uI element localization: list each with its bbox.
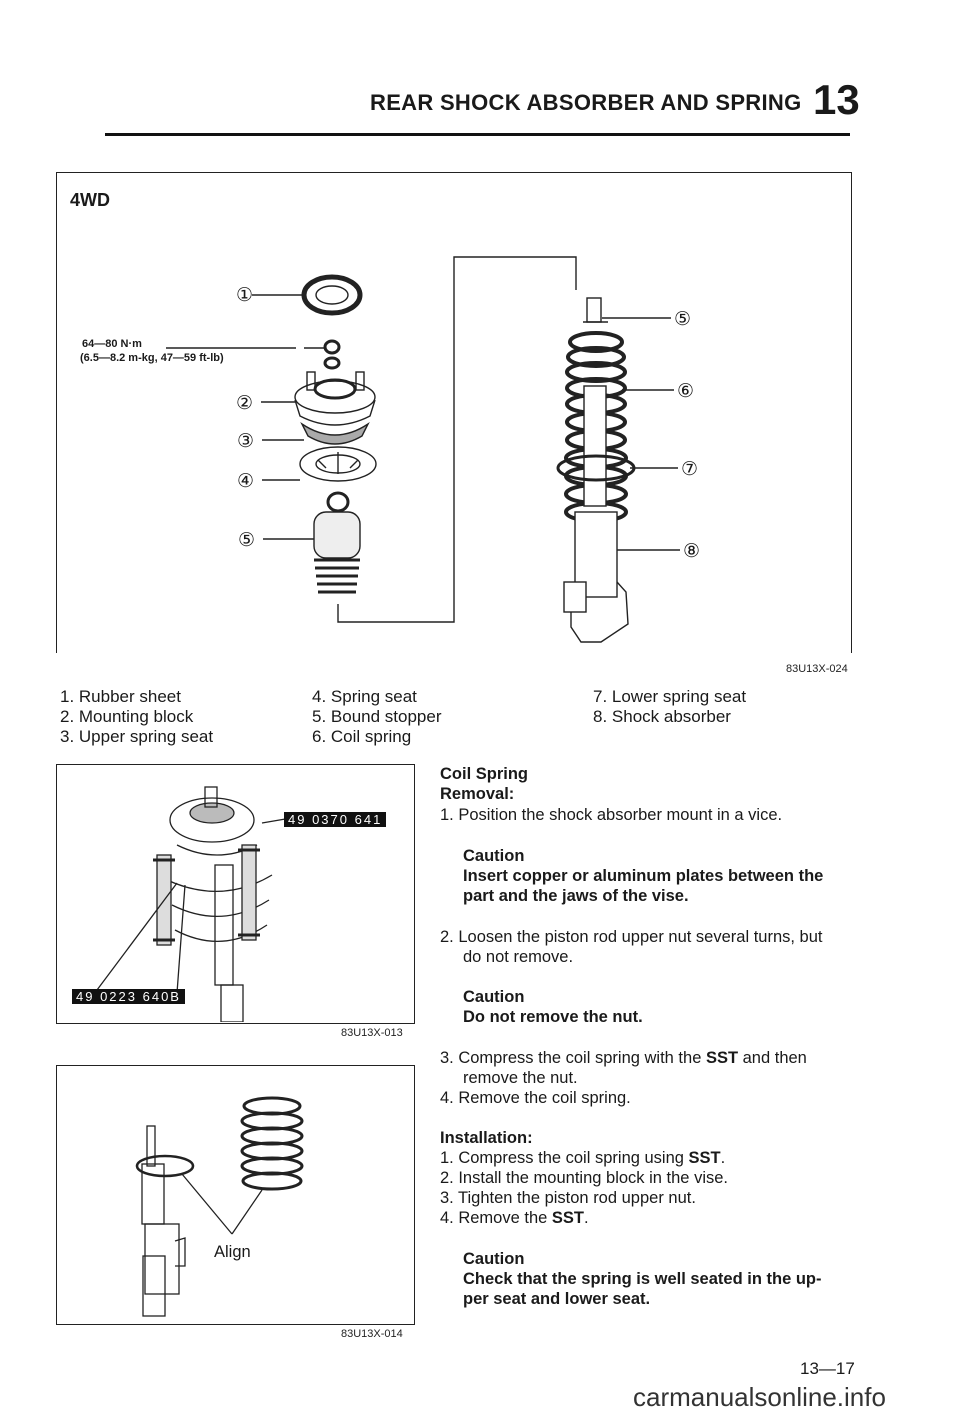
torque-spec-alt: (6.5—8.2 m-kg, 47—59 ft-lb) <box>80 352 224 364</box>
legend-item-4: 4. Spring seat <box>312 687 417 706</box>
caution-2-text: Do not remove the nut. <box>463 1008 643 1026</box>
sst-label-bottom: 49 0223 640B <box>72 989 185 1004</box>
figure-code-1: 83U13X-024 <box>786 663 848 675</box>
header-rule <box>105 133 850 136</box>
callout-5-right: ⑤ <box>674 309 692 330</box>
watermark: carmanualsonline.info <box>633 1382 886 1412</box>
installation-step-1: 1. Compress the coil spring using SST. <box>440 1149 726 1167</box>
removal-step-3-line-2: remove the nut. <box>463 1069 578 1087</box>
sst-compression-illustration <box>57 765 413 1022</box>
callout-6: ⑥ <box>677 381 695 402</box>
legend-item-2: 2. Mounting block <box>60 707 194 726</box>
legend-item-5: 5. Bound stopper <box>312 707 442 726</box>
drive-type-label: 4WD <box>70 190 110 210</box>
legend-item-6: 6. Coil spring <box>312 727 412 746</box>
section-number: 13 <box>813 76 860 123</box>
exploded-diagram <box>56 172 850 662</box>
section-heading: Coil Spring <box>440 765 528 783</box>
caution-3-line-2: per seat and lower seat. <box>463 1290 651 1308</box>
installation-step-3: 3. Tighten the piston rod upper nut. <box>440 1189 696 1207</box>
callout-4: ④ <box>237 471 255 492</box>
caution-3-title: Caution <box>463 1250 525 1268</box>
legend-item-7: 7. Lower spring seat <box>593 687 747 706</box>
legend-item-8: 8. Shock absorber <box>593 707 731 726</box>
figure-code-2: 83U13X-013 <box>341 1027 403 1039</box>
sst-label-top: 49 0370 641 <box>284 812 386 827</box>
callout-7: ⑦ <box>681 459 699 480</box>
align-illustration <box>57 1066 413 1323</box>
removal-step-2-line-1: 2. Loosen the piston rod upper nut several turns, but <box>440 928 823 946</box>
installation-heading: Installation: <box>440 1129 533 1147</box>
torque-spec-nm: 64—80 N·m <box>82 338 142 350</box>
removal-step-4: 4. Remove the coil spring. <box>440 1089 631 1107</box>
callout-2: ② <box>236 393 254 414</box>
caution-1-line-1: Insert copper or aluminum plates between the <box>463 867 824 885</box>
installation-step-2: 2. Install the mounting block in the vise. <box>440 1169 728 1187</box>
page-number: 13—17 <box>800 1359 855 1378</box>
removal-step-2-line-2: do not remove. <box>463 948 574 966</box>
callout-8: ⑧ <box>683 541 701 562</box>
legend-item-1: 1. Rubber sheet <box>60 687 181 706</box>
caution-1-title: Caution <box>463 847 525 865</box>
callout-3: ③ <box>237 431 255 452</box>
figure-code-3: 83U13X-014 <box>341 1328 403 1340</box>
align-label: Align <box>214 1243 251 1261</box>
removal-step-1: 1. Position the shock absorber mount in a vice. <box>440 806 783 824</box>
callout-1: ① <box>236 285 254 306</box>
callout-5-left: ⑤ <box>238 530 256 551</box>
removal-heading: Removal: <box>440 785 515 803</box>
caution-3-line-1: Check that the spring is well seated in the up- <box>463 1270 822 1288</box>
page-header-title: REAR SHOCK ABSORBER AND SPRING <box>370 90 802 115</box>
installation-step-4: 4. Remove the SST. <box>440 1209 589 1227</box>
removal-step-3-line-1: 3. Compress the coil spring with the SST and then <box>440 1049 807 1067</box>
caution-2-title: Caution <box>463 988 525 1006</box>
legend-item-3: 3. Upper spring seat <box>60 727 214 746</box>
caution-1-line-2: part and the jaws of the vise. <box>463 887 689 905</box>
